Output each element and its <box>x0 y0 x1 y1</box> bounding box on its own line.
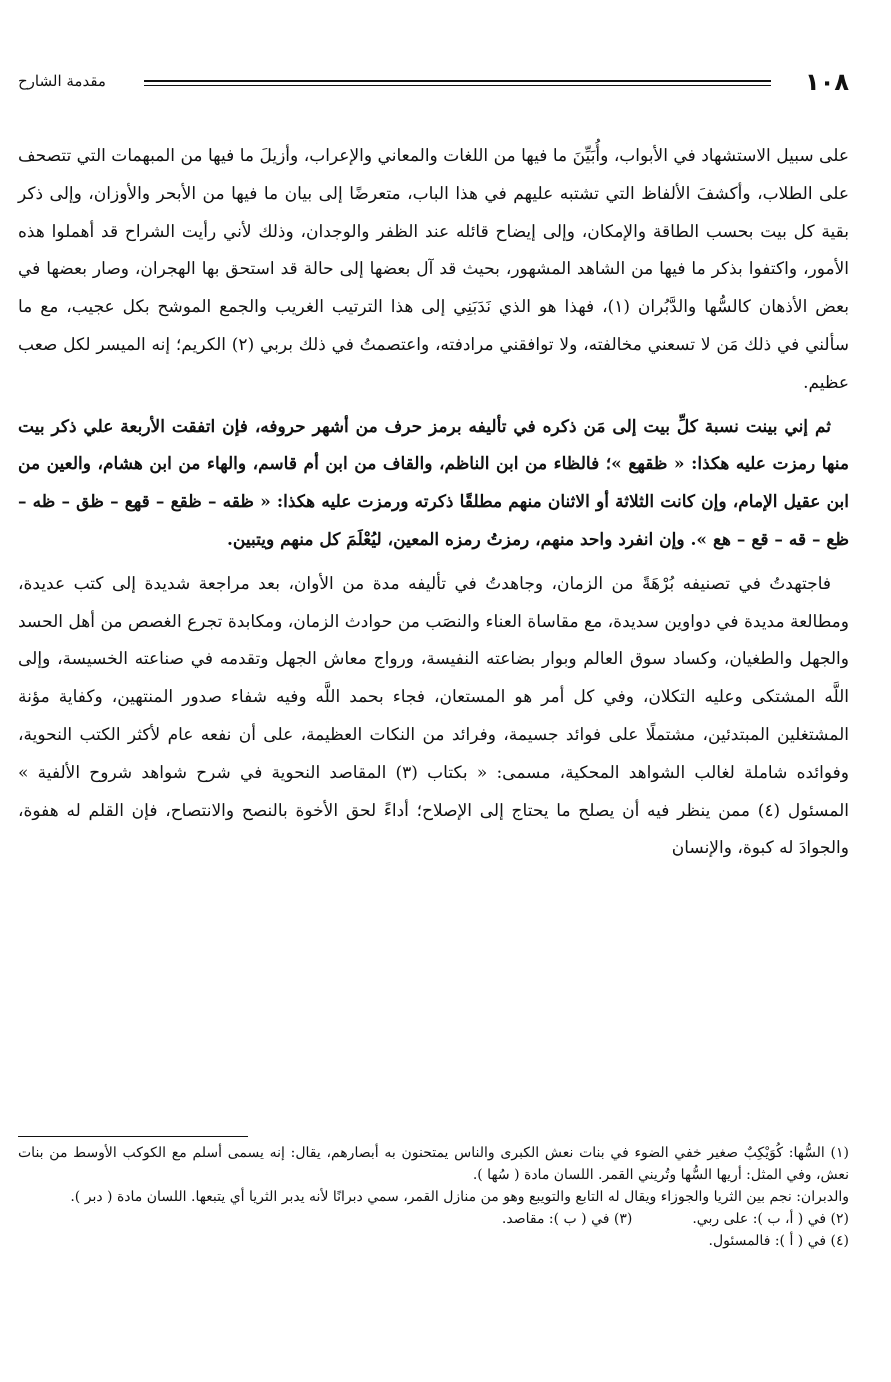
footnote-1-continued: والدبران: نجم بين الثريا والجوزاء ويقال له التابع والتويبع وهو من منازل القمر، سمي دبرانًا لأنه يدبر الثريا أي يتبعها. اللسان مادة ( دبر ). <box>70 1189 849 1205</box>
footnote-separator <box>18 1136 248 1137</box>
footnote-2: (٢) في ( أ، ب ): على ربي. <box>692 1211 849 1227</box>
paragraph-2: ثم إني بينت نسبة كلِّ بيت إلى مَن ذكره في تأليفه برمز حرف من أشهر حروفه، فإن اتفقت الأربعة علي ذكر بيت منها رمزت عليه هكذا: « ظقهع »؛ فالظاء من ابن الناظم، والقاف من ابن أم قاسم، والهاء من ابن هشام، والعين من ابن عقيل الإمام، وإن كانت الثلاثة أو الاثنان منهم مطلقًا ذكرته ورمزت عليه هكذا: « ظقه – ظقع – قهع – ظق – ظه – ظع – قه – قع – هع ». وإن انفرد واحد منهم، رمزتُ رمزه المعين، ليُعْلَمَ كل منهم ويتبين. <box>18 416 849 550</box>
footnote-row <box>18 1208 849 1230</box>
footnote-3: (٣) في ( ب ): مقاصد. <box>501 1211 633 1227</box>
paragraph-1: على سبيل الاستشهاد في الأبواب، وأُبَيِّنَ ما فيها من اللغات والمعاني والإعراب، وأزيلَ ما فيها من المبهمات التي تتصحف على الطلاب، وأكشفَ الألفاظ التي تشتبه عليهم في هذا الباب، متعرضًا إلى بيان ما فيها من الأبحر والأوزان، وإلى ذكر بقية كل بيت بحسب الطاقة والإمكان، وإلى إيضاح قائله عند الظفر والوجدان، وذلك لأني رأيت الشراح قد أهملوا هذه الأمور، واكتفوا بذكر ما فيها من الشاهد المشهور، بحيث قد آل بعضها إلى حالة قد استحق بها الهجران، وصار بعضها في بعض الأذهان كالسُّها والدَّبُران (١)، فهذا هو الذي نَدَبَنِي إلى هذا الترتيب الغريب والجمع الموشح بكل عجيب، مع ما سألني في ذلك مَن لا تسعني مخالفته، ولا توافقني مرادفته، واعتصمتُ في ذلك بربي (٢) الكريم؛ إنه الميسر لكل صعب عظيم. <box>18 146 849 393</box>
footnote-1: (١) السُّها: كُوَيْكِبٌ صغير خفي الضوء في بنات نعش الكبرى والناس يمتحنون به أبصارهم، يقال: إنه يسمى أسلم مع الكوكب الأوسط من بنات نعش، وفي المثل: أريها السُّها وتُريني القمر. اللسان مادة ( سُها ). <box>18 1145 849 1183</box>
page-number: ١٠٨ <box>805 68 849 96</box>
header-rule <box>144 80 771 86</box>
footnote-4: (٤) في ( أ ): فالمسئول. <box>708 1233 849 1249</box>
page-header <box>18 68 849 104</box>
running-title: مقدمة الشارح <box>18 72 106 90</box>
main-text <box>18 138 849 868</box>
footnotes <box>18 1142 849 1252</box>
paragraph-3: فاجتهدتُ في تصنيفه بُرْهَةً من الزمان، وجاهدتُ في تأليفه مدة من الأوان، بعد مراجعة شديدة إلى كتب عديدة، ومطالعة مديدة في دواوين سديدة، مع مقاساة العناء والنصَب من حوادث الزمان، ومكابدة تجرع الغصص من أهل الحسد والجهل والطغيان، وكساد سوق العالم وبوار بضاعته النفيسة، ورواج معاش الجهل وتقدمه في صناعته الخسيسة، وإلى اللَّه المشتكى وعليه التكلان، وفي كل أمر هو المستعان، فجاء بحمد اللَّه وفيه شفاء صدور المنتهين، وكفاية مؤنة المشتغلين المبتدئين، مشتملًا على فوائد جسيمة، وفرائد من النكات العظيمة، على أن نفعه عام لأكثر الكتب النحوية، وفوائده شاملة لغالب الشواهد المحكية، مسمى: « بكتاب (٣) المقاصد النحوية في شرح شواهد شروح الألفية » المسئول (٤) ممن ينظر فيه أن يصلح ما يحتاج إلى الإصلاح؛ أداءً لحق الأخوة بالنصح والانتصاح، فإن القلم له هفوة، والجوادَ له كبوة، والإنسان <box>18 573 849 859</box>
